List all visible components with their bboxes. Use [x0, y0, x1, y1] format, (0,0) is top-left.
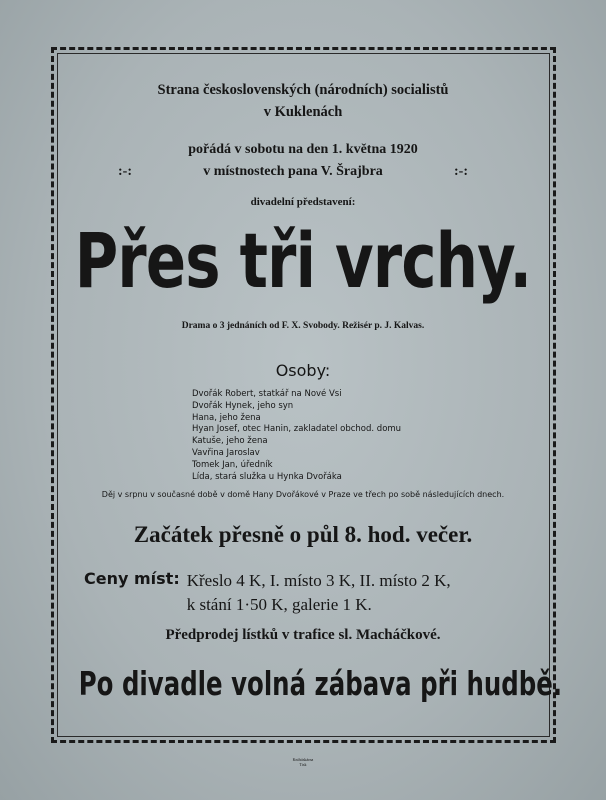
- cast-list: [192, 389, 401, 483]
- event-date: pořádá v sobotu na den 1. května 1920: [188, 142, 418, 157]
- prices-label: Ceny míst:: [84, 569, 180, 588]
- cast-item: Hyan Josef, otec Hanin, zakladatel obchod. domu: [192, 424, 402, 435]
- prices-values: [187, 569, 451, 617]
- presale-note: Předprodej lístků v trafice sl. Macháčkové.: [165, 627, 441, 643]
- organizer-line-2: v Kuklenách: [263, 104, 343, 120]
- venue-row: [118, 164, 468, 180]
- cast-item: Katuše, jeho žena: [192, 436, 268, 447]
- after-party: Po divadle volná zábava při hudbě.: [78, 664, 563, 703]
- prices-line-1: Křeslo 4 K, I. místo 3 K, II. místo 2 K,: [186, 571, 451, 590]
- cast-item: Tomek Jan, úředník: [192, 459, 273, 470]
- prices-line-2: k stání 1·50 K, galerie 1 K.: [186, 595, 372, 614]
- printer-line-2: Tisk: [299, 762, 307, 767]
- play-title: Přes tři vrchy.: [74, 216, 532, 305]
- start-time: Začátek přesně o půl 8. hod. večer.: [133, 522, 473, 547]
- cast-item: Dvořák Hynek, jeho syn: [192, 400, 294, 411]
- printer-line-1: Knihtiskárna: [292, 757, 314, 762]
- cast-item: Dvořák Robert, statkář na Nové Vsi: [192, 389, 342, 399]
- cast-item: Hana, jeho žena: [192, 412, 261, 423]
- intro-text: divadelní představení:: [250, 196, 356, 208]
- cast-item: Vavřina Jaroslav: [192, 447, 260, 458]
- cast-heading: Osoby:: [275, 361, 331, 380]
- venue-text: v místnostech pana V. Šrajbra: [203, 164, 383, 179]
- venue-marker-right: :-:: [454, 164, 468, 179]
- venue-marker-left: :-:: [118, 164, 132, 179]
- printer-imprint: [0, 757, 606, 767]
- setting-text: Děj v srpnu v současné době v domě Hany Dvořákové v Praze ve třech po sobě následujících dnech.: [101, 490, 505, 499]
- prices-block: [84, 569, 451, 617]
- organizer-line-1: Strana československých (národních) socialistů: [157, 82, 449, 98]
- cast-item: Lída, stará služka u Hynka Dvořáka: [192, 471, 342, 482]
- play-subtitle: Drama o 3 jednáních od F. X. Svobody. Režisér p. J. Kalvas.: [181, 321, 425, 331]
